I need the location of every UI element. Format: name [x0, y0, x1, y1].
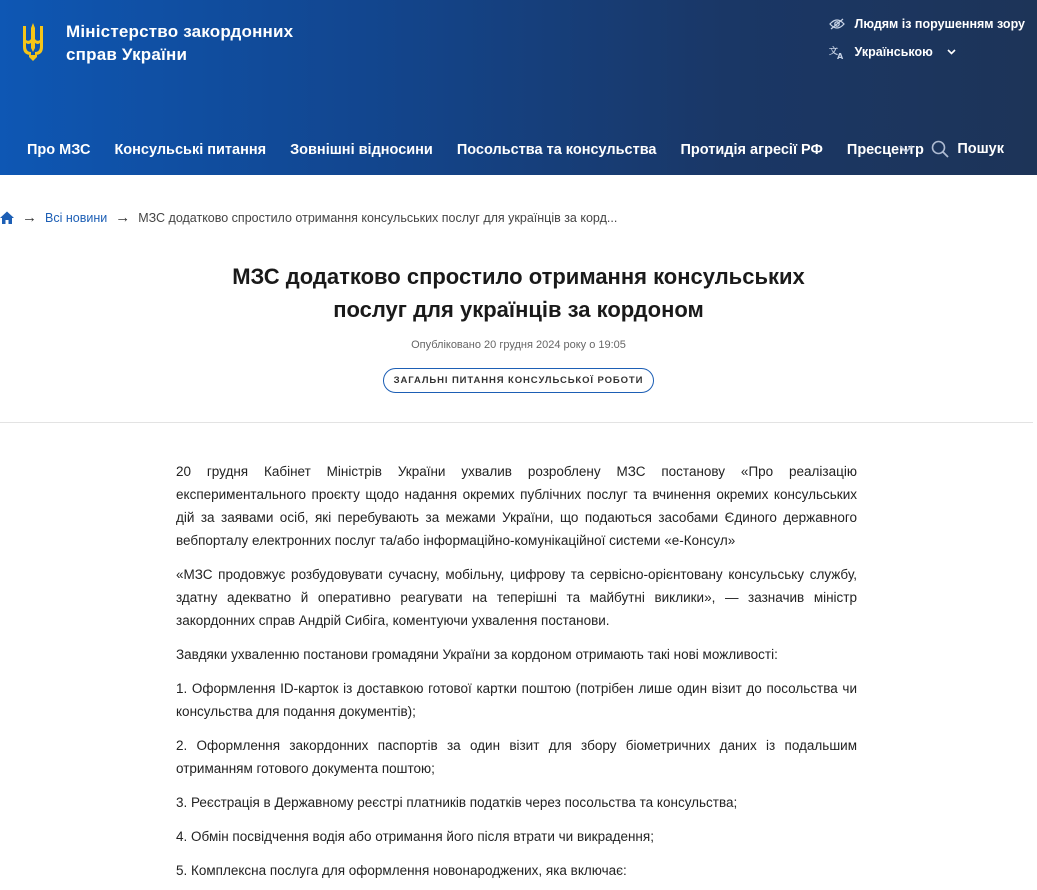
page-title: [0, 260, 1037, 326]
article-paragraph: 4. Обмін посвідчення водія або отримання його після втрати чи викрадення;: [176, 829, 654, 844]
title-line-2: послуг для українців за кордоном: [333, 297, 704, 322]
divider: [0, 422, 1033, 423]
nav-right: [899, 140, 1004, 158]
breadcrumb-all-news[interactable]: Всі новини: [45, 210, 108, 225]
language-select[interactable]: [829, 42, 1025, 62]
eye-icon: [829, 18, 845, 30]
nav-item-counter-aggression[interactable]: Протидія агресії РФ: [680, 142, 823, 158]
search-button[interactable]: Пошук: [957, 141, 1004, 157]
accessibility-link[interactable]: [829, 14, 1025, 34]
logo-text: [66, 20, 293, 66]
svg-text:文: 文: [828, 47, 838, 57]
article-paragraph: Завдяки ухваленню постанови громадяни України за кордоном отримають такі нові можливості:: [176, 647, 778, 662]
publish-date: Опубліковано 20 грудня 2024 року о 19:05: [411, 339, 626, 351]
tag-container: [0, 368, 1037, 393]
article-body: [176, 460, 857, 890]
trident-icon: [20, 22, 46, 62]
breadcrumb-current: МЗС додатково спростило отримання консульських послуг для українців за корд...: [138, 210, 618, 225]
language-label: Українською: [854, 45, 933, 59]
nav-item-embassies[interactable]: Посольства та консульства: [456, 142, 657, 158]
search-icon[interactable]: [931, 140, 949, 158]
more-menu-chevron-icon[interactable]: [899, 145, 913, 153]
svg-text:A: A: [836, 52, 843, 59]
nav-item-consular[interactable]: Консульські питання: [114, 142, 267, 158]
title-line-1: МЗС додатково спростило отримання консульських: [232, 264, 805, 289]
article-paragraph: 1. Оформлення ID-карток із доставкою готової картки поштою (потрібен лише один візит до посольства чи консульства для подання документів);: [176, 681, 857, 719]
nav-item-foreign-relations[interactable]: Зовнішні відносини: [290, 142, 433, 158]
site-header: [0, 0, 1037, 175]
logo-line-2: справ України: [66, 45, 188, 64]
nav-item-press-center[interactable]: Пресцентр: [846, 142, 924, 158]
category-tag[interactable]: ЗАГАЛЬНІ ПИТАННЯ КОНСУЛЬСЬКОЇ РОБОТИ: [383, 368, 655, 393]
logo-line-1: Міністерство закордонних: [66, 22, 294, 41]
logo[interactable]: [20, 20, 293, 66]
breadcrumb-arrow-icon: →: [115, 209, 131, 226]
main-nav: [27, 142, 948, 158]
home-icon[interactable]: [0, 211, 14, 224]
article-paragraph: 3. Реєстрація в Державному реєстрі платників податків через посольства та консульства;: [176, 795, 738, 810]
chevron-down-icon: [947, 49, 956, 55]
translate-icon: [829, 45, 845, 59]
article-paragraph: «МЗС продовжує розбудовувати сучасну, мобільну, цифрову та сервісно-орієнтовану консульську службу, здатну адекватно й оперативно реагувати на теперішні та майбутні виклики», — зазначив міністр закордонних справ Андрій Сибіга, коментуючи ухвалення постанови.: [176, 567, 857, 628]
article-paragraph: 20 грудня Кабінет Міністрів України ухвалив розроблену МЗС постанову «Про реалізацію експериментального проєкту щодо надання окремих публічних послуг та вчинення окремих консульських дій за заявами осіб, які перебувають за межами України, що подаються засобами Єдиного державного вебпорталу електронних послуг та/або інформаційно-комунікаційної системи «е-Консул»: [176, 464, 857, 548]
breadcrumb-arrow-icon: →: [22, 209, 37, 226]
breadcrumb: [0, 209, 617, 226]
accessibility-label: Людям із порушенням зору: [854, 17, 1025, 31]
article-paragraph: 5. Комплексна послуга для оформлення новонароджених, яка включає:: [176, 863, 627, 878]
article-paragraph: 2. Оформлення закордонних паспортів за один візит для збору біометричних даних із подальшим отриманням готового документа поштою;: [176, 738, 857, 776]
header-utilities: [829, 14, 1025, 70]
nav-item-about[interactable]: Про МЗС: [27, 142, 91, 158]
